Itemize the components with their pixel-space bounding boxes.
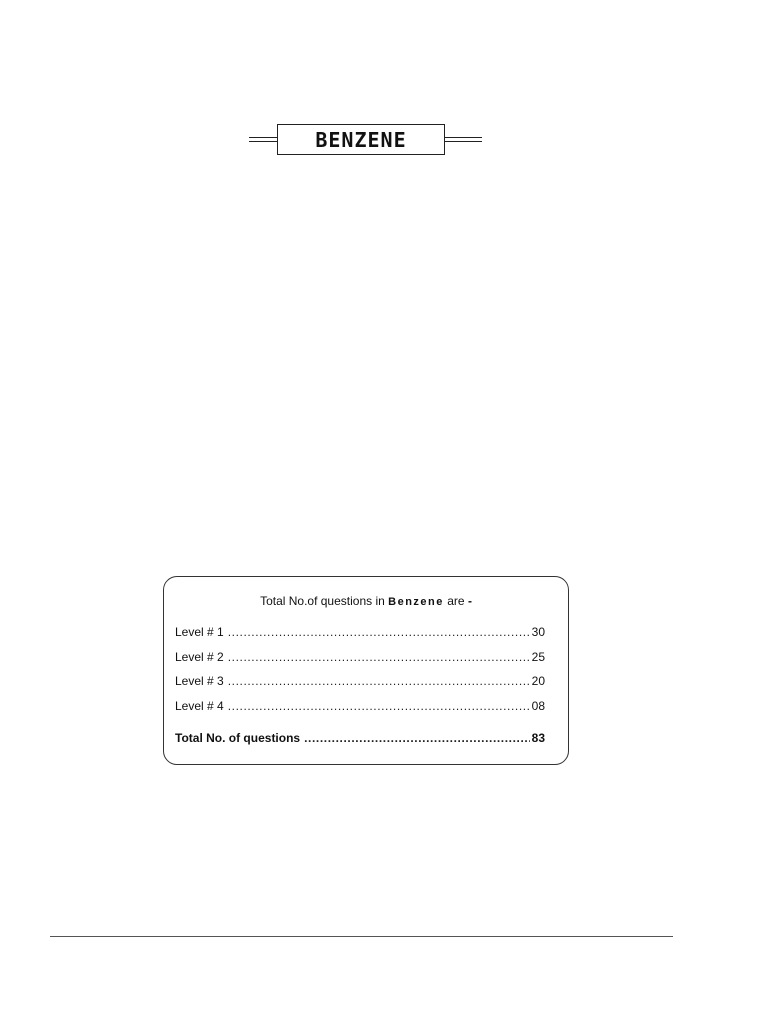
level-count: 20 [531,674,545,688]
level-count: 30 [531,625,545,639]
level-row-1 [175,625,545,639]
summary-heading-dash: - [467,594,472,608]
footer-rule [50,936,673,937]
dot-leader [228,699,530,713]
question-count-summary [163,576,569,765]
summary-heading-suffix: are [447,594,465,608]
level-label: Level # 3 [175,674,224,688]
title-right-rule-bottom [444,141,482,142]
summary-heading-subject: Benzene [388,596,444,608]
level-row-4 [175,699,545,713]
chapter-title: BENZENE [277,124,445,155]
total-label: Total No. of questions [175,731,301,745]
summary-heading-prefix: Total No.of questions in [260,594,385,608]
dot-leader [304,731,530,745]
level-label: Level # 1 [175,625,224,639]
title-right-rule-top [444,137,482,138]
level-label: Level # 2 [175,650,224,664]
level-label: Level # 4 [175,699,224,713]
dot-leader [228,650,530,664]
level-count: 25 [531,650,545,664]
dot-leader [228,674,530,688]
title-left-rule-top [249,137,277,138]
chapter-title-block [249,124,482,155]
level-count: 08 [531,699,545,713]
summary-heading [164,594,568,608]
dot-leader [228,625,530,639]
level-row-3 [175,674,545,688]
level-row-2 [175,650,545,664]
total-count: 83 [531,731,545,745]
total-row [175,731,545,745]
title-left-rule-bottom [249,141,277,142]
